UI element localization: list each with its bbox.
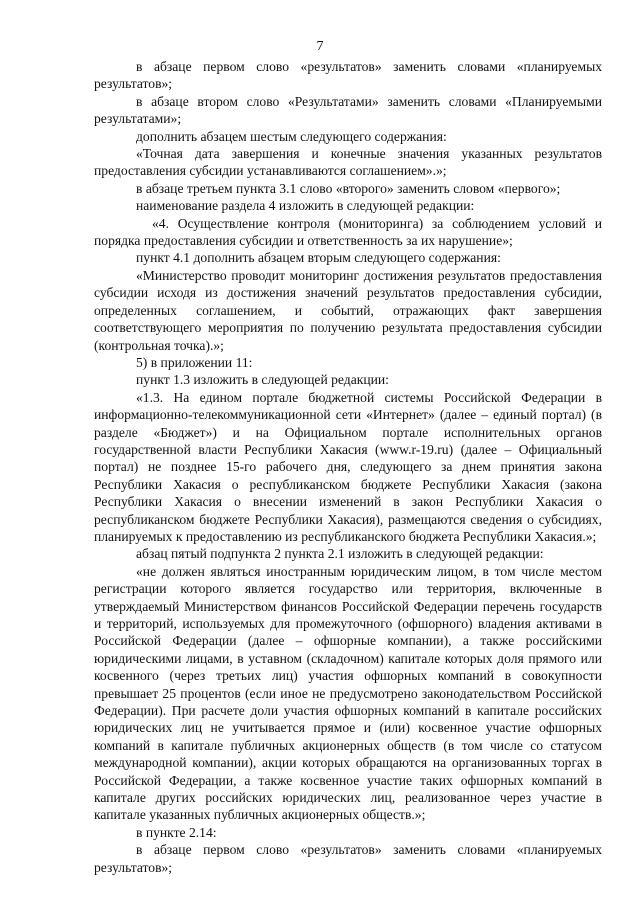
paragraph: 5) в приложении 11: xyxy=(136,354,253,370)
page-number: 7 xyxy=(316,39,324,54)
paragraph: дополнить абзацем шестым следующего содержания: xyxy=(136,128,447,144)
paragraph: в абзаце первом слово «результатов» заменить словами «планируемых результатов»; xyxy=(94,59,602,92)
paragraph: в пункте 2.14: xyxy=(136,824,217,840)
paragraph: «1.3. На едином портале бюджетной системы Российской Федерации в информационно-телекоммуникационной сети «Интернет» (далее – единый портал) (в разделе «Бюджет») и на Официальном портале исполнительных органов государственной власти Республики Хакасия (www.r-19.ru) (далее – Официальный портал) не позднее 15-го рабочего дня, следующего за днем принятия закона Республики Хакасия о республиканском бюджете Республики Хакасия (закона Республики Хакасия о внесении изменений в закон Республики Хакасия о республиканском бюджете Республики Хакасия), размещаются сведения о субсидиях, планируемых к предоставлению из республиканского бюджета Республики Хакасия.»; xyxy=(94,389,602,544)
paragraph: в абзаце третьем пункта 3.1 слово «второго» заменить словом «первого»; xyxy=(136,180,561,196)
document-body xyxy=(94,58,602,876)
paragraph: пункт 1.3 изложить в следующей редакции: xyxy=(136,372,389,388)
paragraph: «Министерство проводит мониторинг достижения результатов предоставления субсидии исходя из достижения значений результатов предоставления субсидии, определенных соглашением, и событий, отражающих факт завершения соответствующего мероприятия по получению результата предоставления субсидии (контрольная точка).»; xyxy=(94,267,602,353)
paragraph: абзац пятый подпункта 2 пункта 2.1 изложить в следующей редакции: xyxy=(136,546,544,562)
paragraph: в абзаце первом слово «результатов» заменить словами «планируемых результатов»; xyxy=(94,842,602,875)
paragraph: «не должен являться иностранным юридическим лицом, в том числе местом регистрации которого является государство или территория, включенные в утверждаемый Министерством финансов Российской Федерации перечень государств и территорий, используемых для промежуточного (офшорного) владения активами в Российской Федерации (далее – офшорные компании), а также российскими юридическими лицами, в уставном (складочном) капитале которых доля прямого или косвенного (через третьих лиц) участия офшорных компаний в совокупности превышает 25 процентов (если иное не предусмотрено законодательством Российской Федерации). При расчете доли участия офшорных компаний в капитале российских юридических лиц не учитывается прямое и (или) косвенное участие офшорных компаний в капитале публичных акционерных обществ (в том числе со статусом международной компании), акции которых обращаются на организованных торгах в Российской Федерации, а также косвенное участие таких офшорных компаний в капитале других российских юридических лиц, реализованное через участие в капитале указанных публичных акционерных обществ.»; xyxy=(94,563,602,823)
paragraph: в абзаце втором слово «Результатами» заменить словами «Планируемыми результатами»; xyxy=(94,93,602,127)
paragraph: «Точная дата завершения и конечные значения указанных результатов предоставления субсидии устанавливаются соглашением».»; xyxy=(94,146,602,179)
paragraph: «4. Осуществление контроля (мониторинга) за соблюдением условий и порядка предоставления субсидии и ответственность за их нарушение»; xyxy=(94,215,602,249)
paragraph: наименование раздела 4 изложить в следующей редакции: xyxy=(136,198,475,214)
paragraph: пункт 4.1 дополнить абзацем вторым следующего содержания: xyxy=(136,250,501,266)
